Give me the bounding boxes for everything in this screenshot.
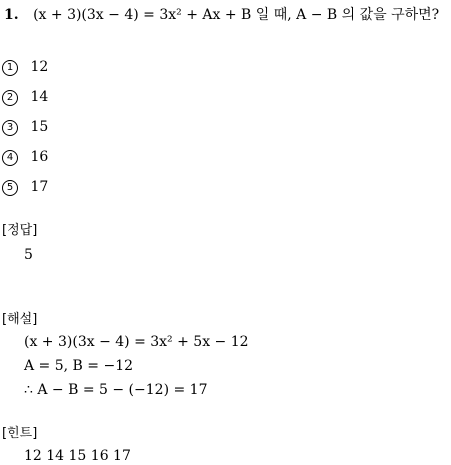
choice-5-value: 17 xyxy=(30,179,49,195)
hint-label: [힌트] xyxy=(2,426,38,441)
choice-2-mark: 2 xyxy=(2,90,18,106)
choice-1[interactable] xyxy=(2,58,48,76)
answer-label: [정답] xyxy=(2,223,38,238)
choice-1-mark: 1 xyxy=(2,60,18,76)
choice-2-value: 14 xyxy=(30,89,49,105)
solution-line-2: A = 5, B = −12 xyxy=(24,358,134,374)
question-number: 1. xyxy=(4,7,19,23)
hint-value: 12 14 15 16 17 xyxy=(24,448,131,464)
solution-label: [해설] xyxy=(2,312,38,327)
choice-2[interactable] xyxy=(2,88,48,106)
choice-3-value: 15 xyxy=(30,119,49,135)
choice-3-mark: 3 xyxy=(2,120,18,136)
choice-1-value: 12 xyxy=(30,59,49,75)
choice-5[interactable] xyxy=(2,178,48,196)
choice-5-mark: 5 xyxy=(2,180,18,196)
choice-4-mark: 4 xyxy=(2,150,18,166)
choice-4-value: 16 xyxy=(30,149,49,165)
solution-line-3: ∴ A − B = 5 − (−12) = 17 xyxy=(24,382,208,398)
question-line xyxy=(4,6,439,24)
question-text: (x + 3)(3x − 4) = 3x² + Ax + B 일 때, A − B 의 값을 구하면? xyxy=(33,7,440,23)
choice-3[interactable] xyxy=(2,118,48,136)
choice-4[interactable] xyxy=(2,148,48,166)
solution-line-1: (x + 3)(3x − 4) = 3x² + 5x − 12 xyxy=(24,334,249,350)
answer-value: 5 xyxy=(24,247,33,263)
